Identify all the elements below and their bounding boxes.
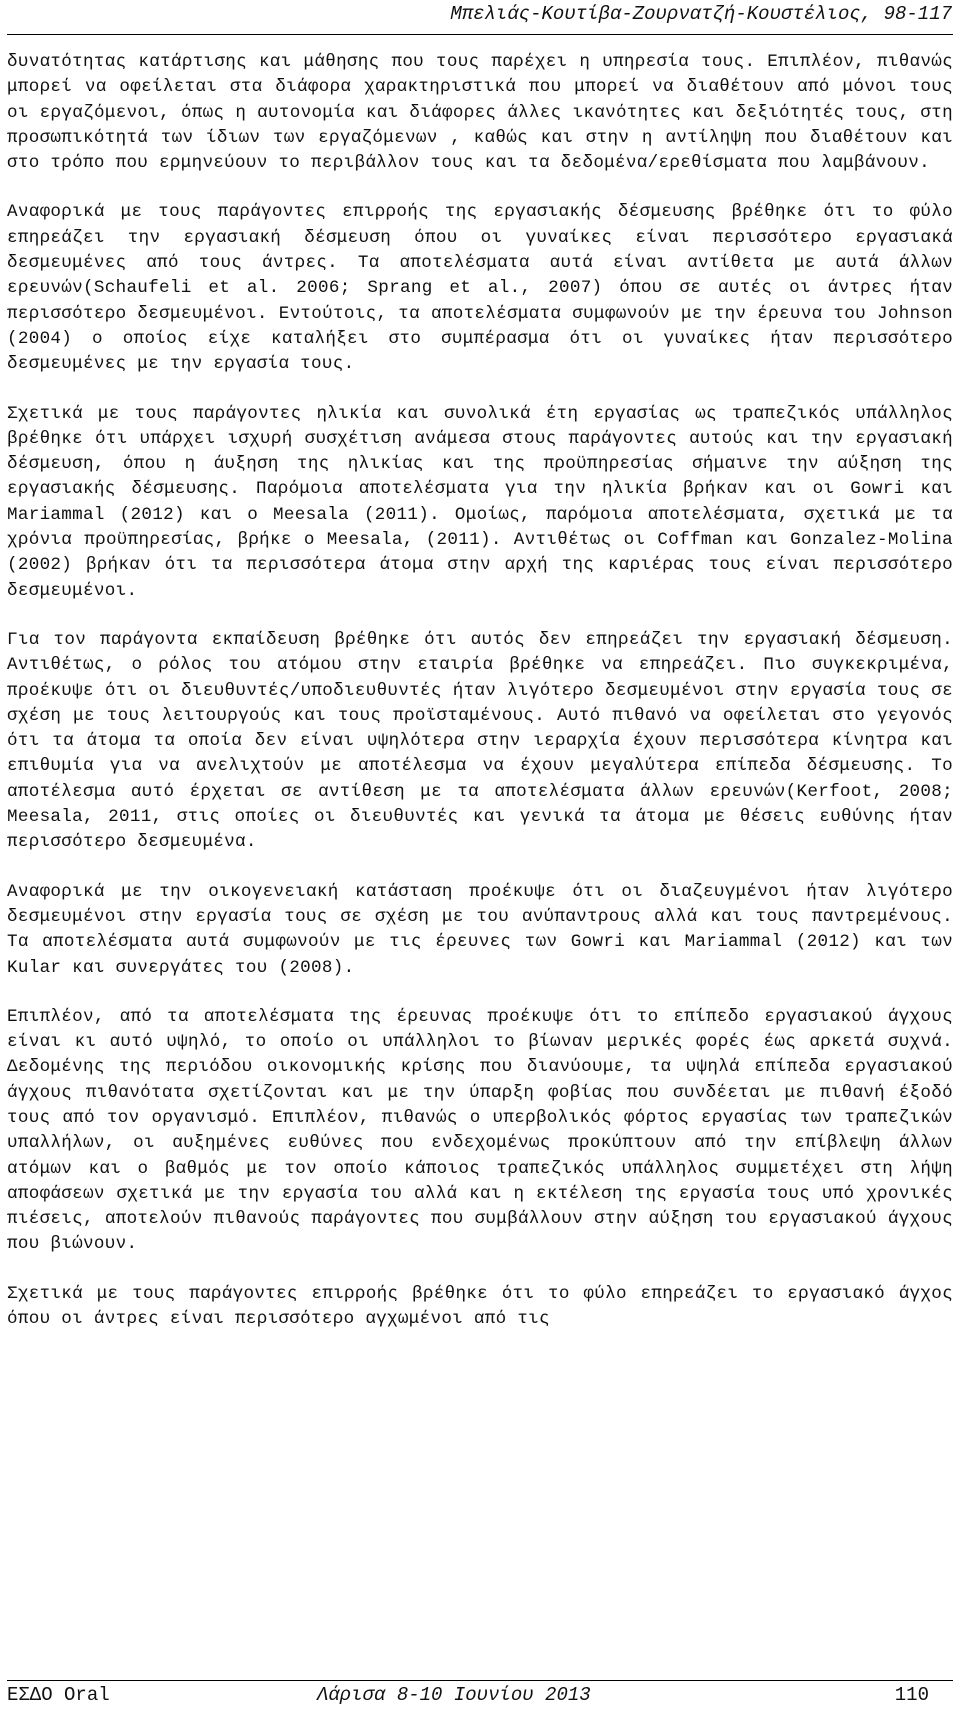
paragraph-5: Αναφορικά με την οικογενειακή κατάσταση προέκυψε ότι οι διαζευγμένοι ήταν λιγότερο δεσμευμένοι στην εργασία τους σε σχέση με του ανύπαντρους αλλά και τους παντρεμένους. Τα αποτελέσματα αυτά συμφωνούν με τις έρευνες των Gowri και Mariammal (2012) και των Kular και συνεργάτες του (2008). [7,881,953,978]
footer-conference: ΕΣΔΟ Oral [7,1684,110,1706]
header-divider [7,34,953,35]
body-text [7,50,953,1356]
running-header: Μπελιάς-Κουτίβα-Ζουρνατζή-Κουστέλιος, 98-117 [450,3,952,25]
page-number: 110 [894,1684,929,1706]
paragraph-7: Σχετικά με τους παράγοντες επιρροής βρέθηκε ότι το φύλο επηρεάζει το εργασιακό άγχος όπου οι άντρες είναι περισσότερο αγχωμένοι από τις [7,1283,953,1330]
footer-location-date: Λάρισα 8-10 Ιουνίου 2013 [317,1684,591,1706]
paragraph-4: Για τον παράγοντα εκπαίδευση βρέθηκε ότι αυτός δεν επηρεάζει την εργασιακή δέσμευση. Αντιθέτως, ο ρόλος του ατόμου στην εταιρία βρέθηκε να επηρεάζει. Πιο συγκεκριμένα, προέκυψε ότι οι διευθυντές/υποδιευθυντές ήταν λιγότερο δεσμευμένοι στην εργασία τους σε σχέση με τους λειτουργούς και τους προϊσταμένους. Αυτό πιθανό να οφείλεται στο γεγονός ότι τα άτομα τα οποία δεν είναι υψηλότερα στην ιεραρχία έχουν περισσότερα κίνητρα και επιθυμία για να ανελιχτούν με αποτέλεσμα να έχουν μεγαλύτερα επίπεδα δέσμευσης. Το αποτέλεσμα αυτό έρχεται σε αντίθεση με τα αποτελέσματα άλλων ερευνών(Kerfoot, 2008; Meesala, 2011, στις οποίες οι διευθυντές και γενικά τα άτομα με θέσεις ευθύνης ήταν περισσότερο δεσμευμένα. [7,629,953,853]
page-footer [7,1682,953,1708]
paragraph-2: Αναφορικά με τους παράγοντες επιρροής της εργασιακής δέσμευσης βρέθηκε ότι το φύλο επηρεάζει την εργασιακή δέσμευση όπου οι γυναίκες είναι περισσότερο εργασιακά δεσμευμένες από τους άντρες. Τα αποτελέσματα αυτά είναι αντίθετα με αυτά άλλων ερευνών(Schaufeli et al. 2006; Sprang et al., 2007) όπου σε αυτές οι άντρες ήταν περισσότερο δεσμευμένοι. Εντούτοις, τα αποτελέσματα συμφωνούν με την έρευνα του Johnson (2004) ο οποίος είχε καταλήξει στο συμπέρασμα ότι οι γυναίκες ήταν περισσότερο δεσμευμένες με την εργασία τους. [7,202,953,375]
footer-divider [7,1680,953,1681]
paragraph-1: δυνατότητας κατάρτισης και μάθησης που τους παρέχει η υπηρεσία τους. Επιπλέον, πιθανώς μπορεί να οφείλεται στα διάφορα χαρακτηριστικά που μπορεί να διαθέτουν από μόνοι τους οι εργαζόμενοι, όπως η αυτονομία και διάφορες άλλες ικανότητες και δεξιότητές τους, στη προσωπικότητά των ίδιων των εργαζόμενων , καθώς και στην η αντίληψη που διαθέτουν και στο τρόπο που ερμηνεύουν το περιβάλλον τους και τα δεδομένα/ερεθίσματα που λαμβάνουν. [7,52,953,174]
paragraph-6: Επιπλέον, από τα αποτελέσματα της έρευνας προέκυψε ότι το επίπεδο εργασιακού άγχους είναι κι αυτό υψηλό, το οποίο οι υπάλληλοι το βίωναν μερικές φορές έως αρκετά συχνά. Δεδομένης της περιόδου οικονομικής κρίσης που διανύουμε, τα υψηλά επίπεδα εργασιακού άγχους πιθανότατα σχετίζονται και με την ύπαρξη φοβίας που συνδέεται με πιθανή έξοδό τους από τον οργανισμό. Επιπλέον, πιθανώς ο υπερβολικός φόρτος εργασίας των τραπεζικών υπαλλήλων, οι αυξημένες ευθύνες που ενδεχομένως προκύπτουν από την επίβλεψη άλλων ατόμων και ο βαθμός με τον οποίο κάποιος τραπεζικός υπάλληλος συμμετέχει στη λήψη αποφάσεων σχετικά με την εργασία του αλλά και η εκτέλεση της εργασία τους υπό χρονικές πιέσεις, αποτελούν πιθανούς παράγοντες που συμβάλλουν στην αύξηση του εργασιακού άγχους που βιώνουν. [7,1006,953,1255]
paragraph-3: Σχετικά με τους παράγοντες ηλικία και συνολικά έτη εργασίας ως τραπεζικός υπάλληλος βρέθηκε ότι υπάρχει ισχυρή συσχέτιση ανάμεσα στους παράγοντες αυτούς και την εργασιακή δέσμευση, όπου η άυξηση της ηλικίας και της προϋπηρεσίας σήμαινε την αύξηση της εργασιακής δέσμευσης. Παρόμοια αποτελέσματα για την ηλικία βρήκαν και οι Gowri και Mariammal (2012) και ο Meesala (2011). Ομοίως, παρόμοια αποτελέσματα, σχετικά με τα χρόνια προϋπηρεσίας, βρήκε ο Meesala, (2011). Αντιθέτως οι Coffman και Gonzalez-Molina (2002) βρήκαν ότι τα περισσότερα άτομα στην αρχή της καριέρας τους είναι περισσότερο δεσμευμένοι. [7,403,953,601]
